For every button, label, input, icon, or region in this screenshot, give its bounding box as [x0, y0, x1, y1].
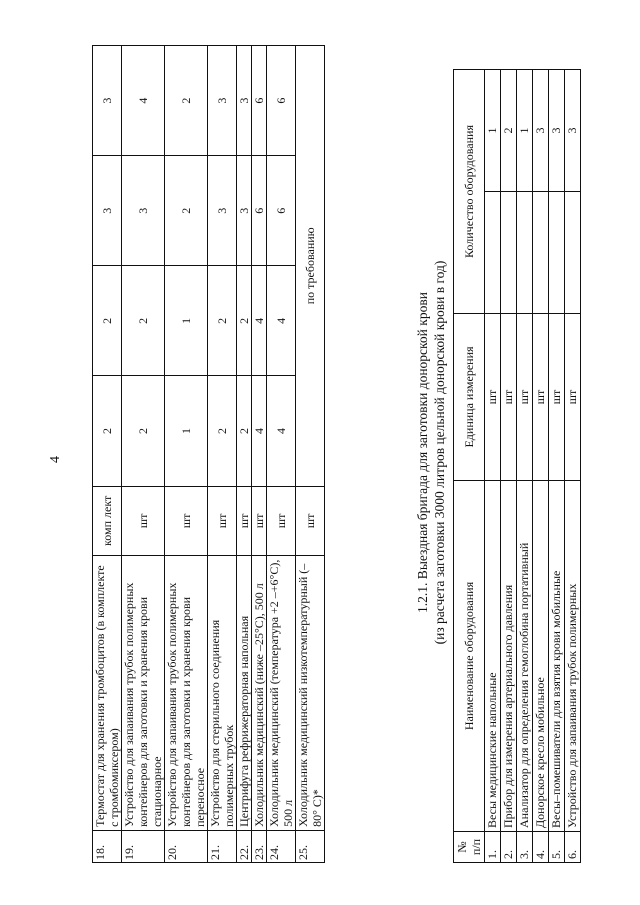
unit-of-measure: шт [549, 314, 565, 481]
count-value: 3 [565, 70, 580, 192]
table-row [501, 70, 517, 863]
table-row [93, 46, 122, 863]
quantity-cell: 3 [208, 46, 237, 156]
equipment-name: Холодильник медицинский (температура +2 –+6°С), 500 л [267, 556, 296, 831]
row-number: 24. [267, 830, 296, 862]
quantity-cell: 2 [165, 46, 208, 156]
table-row [165, 46, 208, 863]
page-number: 4 [48, 456, 63, 463]
equipment-name: Прибор для измерения артериального давления [501, 481, 517, 832]
table-row [267, 46, 296, 863]
section-subtitle: (из расчета заготовки 3000 литров цельной донорской крови в год) [432, 260, 447, 645]
count-subcell-empty [517, 192, 532, 313]
table-row [549, 70, 565, 863]
quantity-cell: 4 [122, 46, 165, 156]
equipment-name: Термостат для хранения тромбоцитов (в комплекте с тромбомиксером) [93, 556, 122, 831]
quantity-cell: 4 [267, 266, 296, 376]
count-subcells [517, 70, 532, 313]
section-title: 1.2.1. Выездная бригада для заготовки донорской крови [415, 292, 430, 613]
quantity-cell: 3 [93, 156, 122, 266]
quantity-cell: 2 [165, 156, 208, 266]
brigade-table-body [485, 70, 581, 863]
quantity-cell: 2 [122, 266, 165, 376]
brigade-table-head [454, 70, 485, 863]
table-row [533, 70, 549, 863]
count-subcells [533, 70, 548, 313]
equipment-count [485, 70, 501, 314]
unit-of-measure: шт [122, 486, 165, 556]
unit-of-measure: шт [517, 314, 533, 481]
unit-of-measure: шт [252, 486, 267, 556]
header-name: Наименование оборудования [454, 481, 485, 832]
table-row [296, 46, 325, 863]
count-subcell-empty [565, 192, 580, 313]
count-value: 3 [533, 70, 548, 192]
table-row [252, 46, 267, 863]
unit-of-measure: шт [533, 314, 549, 481]
quantity-cell: 3 [93, 46, 122, 156]
quantity-cell: 2 [237, 266, 252, 376]
equipment-count [549, 70, 565, 314]
quantity-cell: 1 [165, 376, 208, 486]
equipment-name: Анализатор для определения гемоглобина портативный [517, 481, 533, 832]
equipment-name: Центрифуга рефрижераторная напольная [237, 556, 252, 831]
quantity-cell: 3 [122, 156, 165, 266]
row-number: 19. [122, 830, 165, 862]
unit-of-measure: шт [267, 486, 296, 556]
row-number: 3. [517, 832, 533, 863]
count-value: 3 [549, 70, 564, 192]
table-row [237, 46, 252, 863]
count-value: 1 [485, 70, 500, 192]
unit-of-measure: шт [485, 314, 501, 481]
equipment-count [501, 70, 517, 314]
unit-of-measure: шт [296, 486, 325, 556]
row-number: 20. [165, 830, 208, 862]
table-row [517, 70, 533, 863]
equipment-count [517, 70, 533, 314]
equipment-table-body [93, 46, 325, 863]
quantity-cell: 6 [267, 156, 296, 266]
equipment-count [565, 70, 581, 314]
count-subcell-empty [533, 192, 548, 313]
equipment-name: Холодильник медицинский (ниже –25°С), 500 л [252, 556, 267, 831]
header-num: № п/п [454, 832, 485, 863]
row-number: 5. [549, 832, 565, 863]
header-row [454, 70, 485, 863]
quantity-cell: 1 [165, 266, 208, 376]
quantity-cell: 2 [237, 376, 252, 486]
unit-of-measure: шт [565, 314, 581, 481]
quantity-cell: 2 [93, 376, 122, 486]
row-number: 21. [208, 830, 237, 862]
table-row [565, 70, 581, 863]
unit-of-measure: шт [165, 486, 208, 556]
count-subcell-empty [485, 192, 500, 313]
quantity-cell: 4 [252, 266, 267, 376]
row-number: 4. [533, 832, 549, 863]
equipment-name: Весы–помешиватели для взятия крови мобильные [549, 481, 565, 832]
count-subcell-empty [501, 192, 516, 313]
equipment-name: Весы медицинские напольные [485, 481, 501, 832]
unit-of-measure: шт [501, 314, 517, 481]
count-subcells [549, 70, 564, 313]
equipment-name: Устройство для запаивания трубок полимерных контейнеров для заготовки и хранения крови переносное [165, 556, 208, 831]
quantity-cell: 2 [208, 376, 237, 486]
equipment-name: Донорское кресло мобильное [533, 481, 549, 832]
row-number: 1. [485, 832, 501, 863]
header-count: Количество оборудования [454, 70, 485, 314]
quantity-cell: 6 [252, 46, 267, 156]
equipment-table [92, 45, 325, 863]
quantity-cell: 2 [208, 266, 237, 376]
count-value: 1 [517, 70, 532, 192]
table-row [122, 46, 165, 863]
brigade-equipment-table [453, 69, 581, 863]
equipment-name: Устройство для запаивания трубок полимерных контейнеров для заготовки и хранения крови стационарное [122, 556, 165, 831]
row-number: 22. [237, 830, 252, 862]
quantity-cell: 6 [267, 46, 296, 156]
row-number: 2. [501, 832, 517, 863]
quantity-cell: 2 [122, 376, 165, 486]
equipment-count [533, 70, 549, 314]
quantity-cell: 3 [237, 156, 252, 266]
header-unit: Единица измерения [454, 314, 485, 481]
quantity-cell: 2 [93, 266, 122, 376]
count-subcells [565, 70, 580, 313]
quantity-note: по требованию [296, 46, 325, 487]
row-number: 6. [565, 832, 581, 863]
equipment-name: Устройство для стерильного соединения полимерных трубок [208, 556, 237, 831]
quantity-cell: 3 [208, 156, 237, 266]
unit-of-measure: шт [208, 486, 237, 556]
table-row [485, 70, 501, 863]
row-number: 18. [93, 830, 122, 862]
row-number: 25. [296, 830, 325, 862]
count-subcells [485, 70, 500, 313]
quantity-cell: 6 [252, 156, 267, 266]
unit-of-measure: комп лект [93, 486, 122, 556]
count-subcell-empty [549, 192, 564, 313]
unit-of-measure: шт [237, 486, 252, 556]
row-number: 23. [252, 830, 267, 862]
count-subcells [501, 70, 516, 313]
count-value: 2 [501, 70, 516, 192]
equipment-name: Холодильник медицинский низкотемпературный (– 80° С)* [296, 556, 325, 831]
table-row [208, 46, 237, 863]
equipment-name: Устройство для запаивания трубок полимерных [565, 481, 581, 832]
quantity-cell: 3 [237, 46, 252, 156]
quantity-cell: 4 [252, 376, 267, 486]
quantity-cell: 4 [267, 376, 296, 486]
